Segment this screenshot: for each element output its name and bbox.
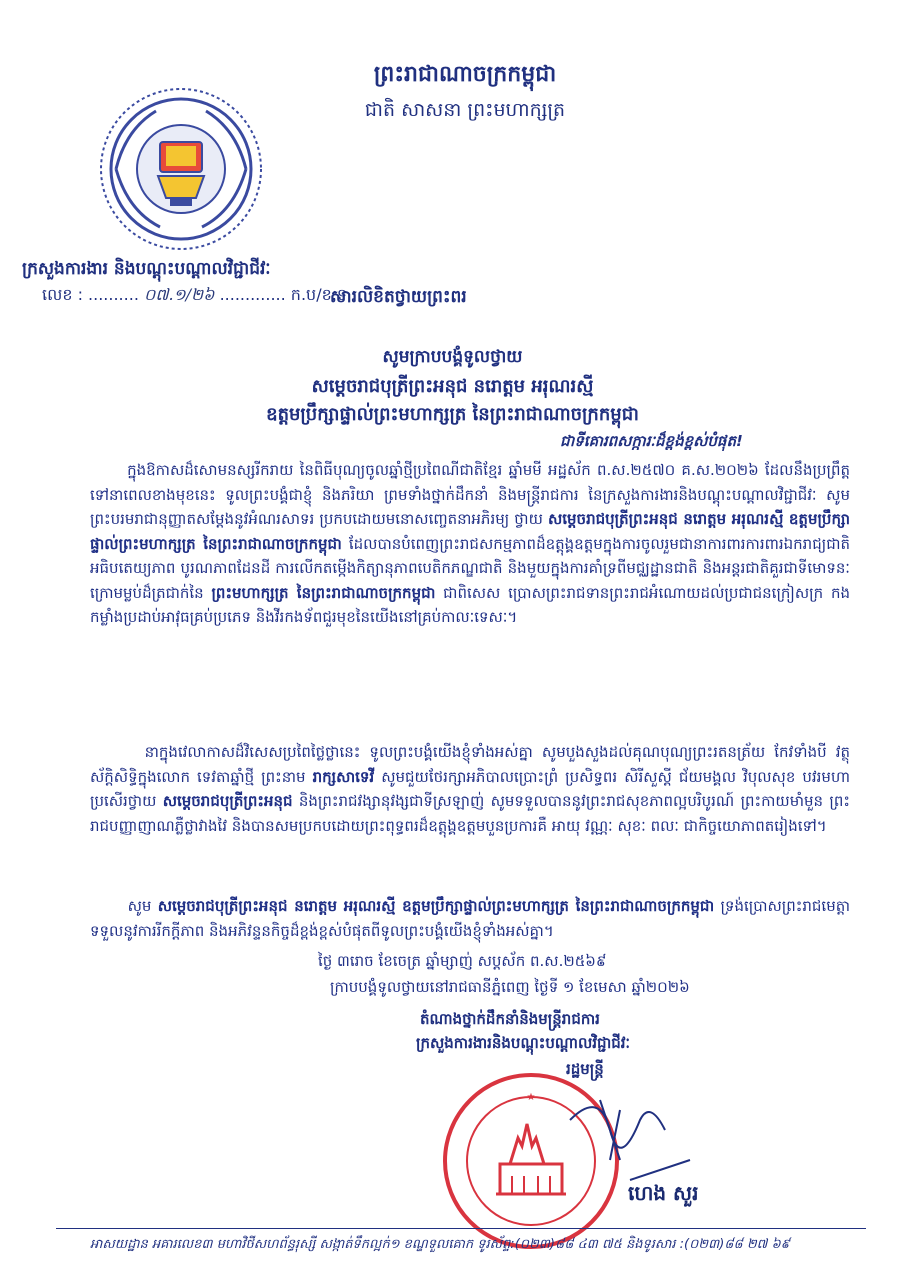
- signatory-role: រដ្ឋមន្ត្រី: [566, 1060, 604, 1078]
- reference-number: លេខ : .......... ០៧.១/២៦ ............. ក.ប/ខ.ទ: [42, 285, 347, 304]
- signatory-representative: តំណាងថ្នាក់ដឹកនាំនិងមន្ត្រីរាជការ: [420, 1010, 600, 1028]
- document-title: សារលិខិតថ្វាយព្រះពរ: [330, 287, 467, 307]
- ministry-logo: [96, 84, 266, 254]
- signatory-name: ហេង សួរ: [628, 1181, 699, 1205]
- footer-address: អាសយដ្ឋាន អគារលេខ៣ មហាវិថីសហព័ន្ធរុស្សី សង្កាត់ទឹកល្អក់១ ខណ្ឌទួលគោក ទូរស័ព្ទ:(០២៣)៨៨ ៤៣ ៧៥ និងទូរសារ :(០២៣)៨៨ ២៧ ៦៩: [90, 1237, 790, 1252]
- ref-label: លេខ: [42, 285, 73, 304]
- issuing-ministry: ក្រសួងការងារ និងបណ្តុះបណ្តាលវិជ្ជាជីវៈ: [22, 259, 271, 279]
- recipient-title: ឧត្តមប្រឹក្សាផ្ទាល់ព្រះមហាក្សត្រ នៃព្រះរាជាណាចក្រកម្ពុជា: [266, 404, 639, 425]
- kingdom-title: ព្រះរាជាណាចក្រកម្ពុជា: [373, 62, 557, 87]
- king-title-bold: ព្រះមហាក្សត្រ នៃព្រះរាជាណាចក្រកម្ពុជា: [211, 583, 436, 602]
- national-motto: ជាតិ សាសនា ព្រះមហាក្សត្រ: [364, 99, 566, 121]
- body-paragraph-3: សូម សម្តេចរាជបុត្រីព្រះអនុជ នរោត្តម អរុណរស្មី ឧត្តមប្រឹក្សាផ្ទាល់ព្រះមហាក្សត្រ នៃព្រះរាជាណាចក្រកម្ពុជា ទ្រង់ប្រោសព្រះរាជមេត្តាទទួលនូវការរីកក្តីភាព និងអភិវន្ទនកិច្ចដ៏ខ្ពង់ខ្ពស់បំផុតពីទូលព្រះបង្គំយើងខ្ញុំទាំងអស់គ្នា។: [90, 897, 850, 940]
- ref-suffix: ក.ប/ខ.ទ: [290, 285, 347, 304]
- body-paragraph-2: នាក្នុងវេលាកាសដ៏វិសេសប្រពៃថ្លៃថ្លានេះ ទូលព្រះបង្គំយើងខ្ញុំទាំងអស់គ្នា សូមបួងសួងដល់គុណបុណ្យព្រះរតនត្រ័យ កែវទាំងបី វត្ថុស័ក្តិសិទ្ធិក្នុងលោក ទេវតាឆ្នាំថ្មី ព្រះនាម រាក្សសាទេវី សូមជួយថែរក្សាអភិបាលប្រោះព្រំ ប្រសិទ្ធពរ សិរីសួស្តី ជ័យមង្គល វិបុលសុខ បវរមហាប្រសើរថ្វាយ សម្តេចរាជបុត្រីព្រះអនុជ និងព្រះរាជវង្សានុវង្សជាទីស្រឡាញ់ សូមទទួលបាននូវព្រះរាជសុខភាពល្អបរិបូរណ៍ ព្រះកាយមាំមួន ព្រះរាជបញ្ញាញាណភ្លឺថ្លាវាងវៃ និងបានសមប្រកបដោយព្រះពុទ្ធពរដ៏ឧត្តុង្គឧត្តមបួនប្រការគឺ អាយុ វណ្ណៈ សុខៈ ពលៈ ជាកិច្ចយោភាពតរៀងទៅ។: [90, 743, 851, 835]
- solar-date: ក្រាបបង្គំទូលថ្វាយនៅរាជធានីភ្នំពេញ ថ្ងៃទី ១ ខែមេសា ឆ្នាំ២០២៦: [330, 978, 690, 996]
- recipient-name-bold: សម្តេចរាជបុត្រីព្រះអនុជ នរោត្តម អរុណរស្មី ឧត្តមប្រឹក្សាផ្ទាល់ព្រះមហាក្សត្រ នៃព្រះរាជាណាចក្រកម្ពុជា: [90, 510, 850, 553]
- ministry-emblem-icon: [96, 84, 266, 254]
- recipient-name: សម្តេចរាជបុត្រីព្រះអនុជ នរោត្តម អរុណរស្មី: [311, 376, 594, 397]
- recipient-greeting: សូមក្រាបបង្គំទូលថ្វាយ: [382, 347, 523, 367]
- recipient-full-bold: សម្តេចរាជបុត្រីព្រះអនុជ នរោត្តម អរុណរស្មី ឧត្តមប្រឹក្សាផ្ទាល់ព្រះមហាក្សត្រ នៃព្រះរាជាណាចក្រកម្ពុជា: [157, 897, 715, 915]
- body-paragraph-1: ក្នុងឱកាសដ៏សោមនស្សរីករាយ នៃពិធីបុណ្យចូលឆ្នាំថ្មីប្រពៃណីជាតិខ្មែរ ឆ្នាំមមី អដ្ឋស័ក ព.ស.២៥៧០ គ.ស.២០២៦ ដែលនឹងប្រព្រឹត្តទៅនាពេលខាងមុខនេះ ទូលព្រះបង្គំជាខ្ញុំ និងភរិយា ព្រមទាំងថ្នាក់ដឹកនាំ និងមន្ត្រីរាជការ នៃក្រសួងការងារនិងបណ្តុះបណ្តាលវិជ្ជាជីវៈ សូមព្រះបរមរាជានុញ្ញាតសម្តែងនូវអំណរសាទរ ប្រកបដោយមនោសញ្ចេតនាអភិរម្យ ថ្វាយ សម្តេចរាជបុត្រីព្រះអនុជ នរោត្តម អរុណរស្មី ឧត្តមប្រឹក្សាផ្ទាល់ព្រះមហាក្សត្រ នៃព្រះរាជាណាចក្រកម្ពុជា ដែលបានបំពេញព្រះរាជសកម្មភាពដ៏ឧត្តុង្គឧត្តមក្នុងការចូលរួមជានាការពារការពារឯករាជ្យជាតិ អធិបតេយ្យភាព បូរណភាពដែនដី ការលើកតម្កើងកិត្យានុភាពបេតិកភណ្ឌជាតិ និងមួយក្នុងការគាំទ្រពីមជ្ឈដ្ឋានជាតិ និងអន្តរជាតិគួរជាទីមោទនៈ ក្រោមម្លប់ដ៏ត្រជាក់នៃ ព្រះមហាក្សត្រ នៃព្រះរាជាណាចក្រកម្ពុជា ជាពិសេស ប្រោសព្រះរាជទានព្រះរាជអំណោយដល់ប្រជាជនក្រៀសក្រ កងកម្លាំងប្រដាប់អាវុធគ្រប់ប្រភេទ និងវីរកងទ័ពជួរមុខនៃយើងនៅគ្រប់កាលៈទេសៈ។: [90, 461, 851, 626]
- svg-text:★: ★: [526, 1092, 536, 1103]
- footer-divider: [56, 1228, 866, 1229]
- recipient-short-bold: សម្តេចរាជបុត្រីព្រះអនុជ: [162, 792, 293, 810]
- salutation: ជាទីគោរពសក្ការៈដ៏ខ្ពង់ខ្ពស់បំផុត!: [560, 432, 743, 450]
- signatory-ministry: ក្រសួងការងារនិងបណ្តុះបណ្តាលវិជ្ជាជីវៈ: [416, 1034, 631, 1052]
- new-year-angel-name: រាក្សសាទេវី: [312, 767, 375, 786]
- lunar-date: ថ្ងៃ ៣រោច ខែចេត្រ ឆ្នាំម្សាញ់ សប្តស័ក ព.ស.២៥៦៩: [318, 952, 607, 970]
- ref-number: ០៧.១/២៦: [144, 285, 215, 304]
